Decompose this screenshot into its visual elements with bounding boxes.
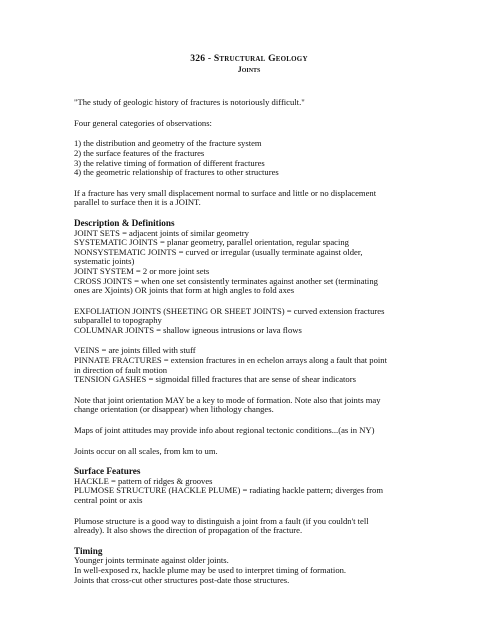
text-line: COLUMNAR JOINTS = shallow igneous intrusions or lava flows	[74, 324, 302, 335]
list-item: 2) the surface features of the fractures	[74, 147, 205, 158]
text-line: In well-exposed rx, hackle plume may be used to interpret timing of formation.	[74, 564, 347, 575]
text-line: If a fracture has very small displacement normal to surface and little or no displacement	[74, 187, 377, 198]
list-item: 4) the geometric relationship of fractures to other structures	[74, 167, 279, 178]
text-line: PINNATE FRACTURES = extension fractures in en echelon arrays along a fault that point	[74, 355, 387, 366]
text-line: JOINT SETS = adjacent joints of similar geometry	[74, 227, 249, 238]
surface-features-lines	[74, 477, 424, 506]
list-item: 1) the distribution and geometry of the fracture system	[74, 138, 262, 149]
definitions-group-3	[74, 346, 424, 384]
categories-intro: Four general categories of observations:	[74, 117, 212, 128]
text-line: HACKLE = pattern of ridges & grooves	[74, 475, 213, 486]
document-page	[74, 54, 424, 585]
orientation-note	[74, 396, 424, 415]
text-line: PLUMOSE STRUCTURE (HACKLE PLUME) = radiating hackle pattern; diverges from	[74, 485, 384, 496]
title-block	[74, 54, 424, 74]
text-line: already). It also shows the direction of propagation of the fracture.	[74, 525, 303, 536]
text-line: parallel to surface then it is a JOINT.	[74, 197, 201, 208]
definitions-group-1	[74, 229, 424, 296]
text-line: Plumose structure is a good way to distinguish a joint from a fault (if you couldn't tell	[74, 515, 369, 526]
text-line: ones are Xjoints) OR joints that form at high angles to fold axes	[74, 285, 295, 296]
text-line: EXFOLIATION JOINTS (SHEETING OR SHEET JOINTS) = curved extension fractures	[74, 305, 385, 316]
maps-note: Maps of joint attitudes may provide info about regional tectonic conditions...(as in NY)	[74, 425, 375, 436]
text-line: TENSION GASHES = sigmoidal filled fractures that are sense of shear indicators	[74, 374, 356, 385]
section-heading-surface-features: Surface Features	[74, 466, 141, 477]
topic-title: Joints	[237, 64, 261, 74]
text-line: systematic joints)	[74, 256, 135, 267]
text-line: subparallel to topography	[74, 315, 162, 326]
section-heading-definitions: Description & Definitions	[74, 217, 175, 228]
list-item: 3) the relative timing of formation of different fractures	[74, 157, 265, 168]
text-line: SYSTEMATIC JOINTS = planar geometry, parallel orientation, regular spacing	[74, 237, 349, 248]
section-heading-timing: Timing	[74, 545, 103, 556]
definitions-group-2	[74, 307, 424, 336]
timing-lines	[74, 556, 424, 585]
categories-list	[74, 139, 424, 177]
quote: "The study of geologic history of fractures is notoriously difficult."	[74, 97, 305, 108]
text-line: CROSS JOINTS = when one set consistently terminates against another set (terminating	[74, 275, 378, 286]
text-line: change orientation (or disappear) when lithology changes.	[74, 404, 274, 415]
text-line: Note that joint orientation MAY be a key to mode of formation. Note also that joints may	[74, 394, 381, 405]
text-line: JOINT SYSTEM = 2 or more joint sets	[74, 265, 210, 276]
plumose-note	[74, 517, 424, 536]
text-line: in direction of fault motion	[74, 364, 168, 375]
course-title: 326 - Structural Geology	[190, 53, 308, 64]
text-line: Joints that cross-cut other structures post-date those structures.	[74, 574, 290, 585]
text-line: VEINS = are joints filled with stuff	[74, 345, 196, 356]
text-line: central point or axis	[74, 495, 143, 505]
text-line: NONSYSTEMATIC JOINTS = curved or irregular (usually terminate against older,	[74, 246, 363, 257]
scales-note: Joints occur on all scales, from km to um.	[74, 445, 218, 456]
text-line: Younger joints terminate against older joints.	[74, 555, 229, 566]
joint-definition	[74, 189, 424, 208]
